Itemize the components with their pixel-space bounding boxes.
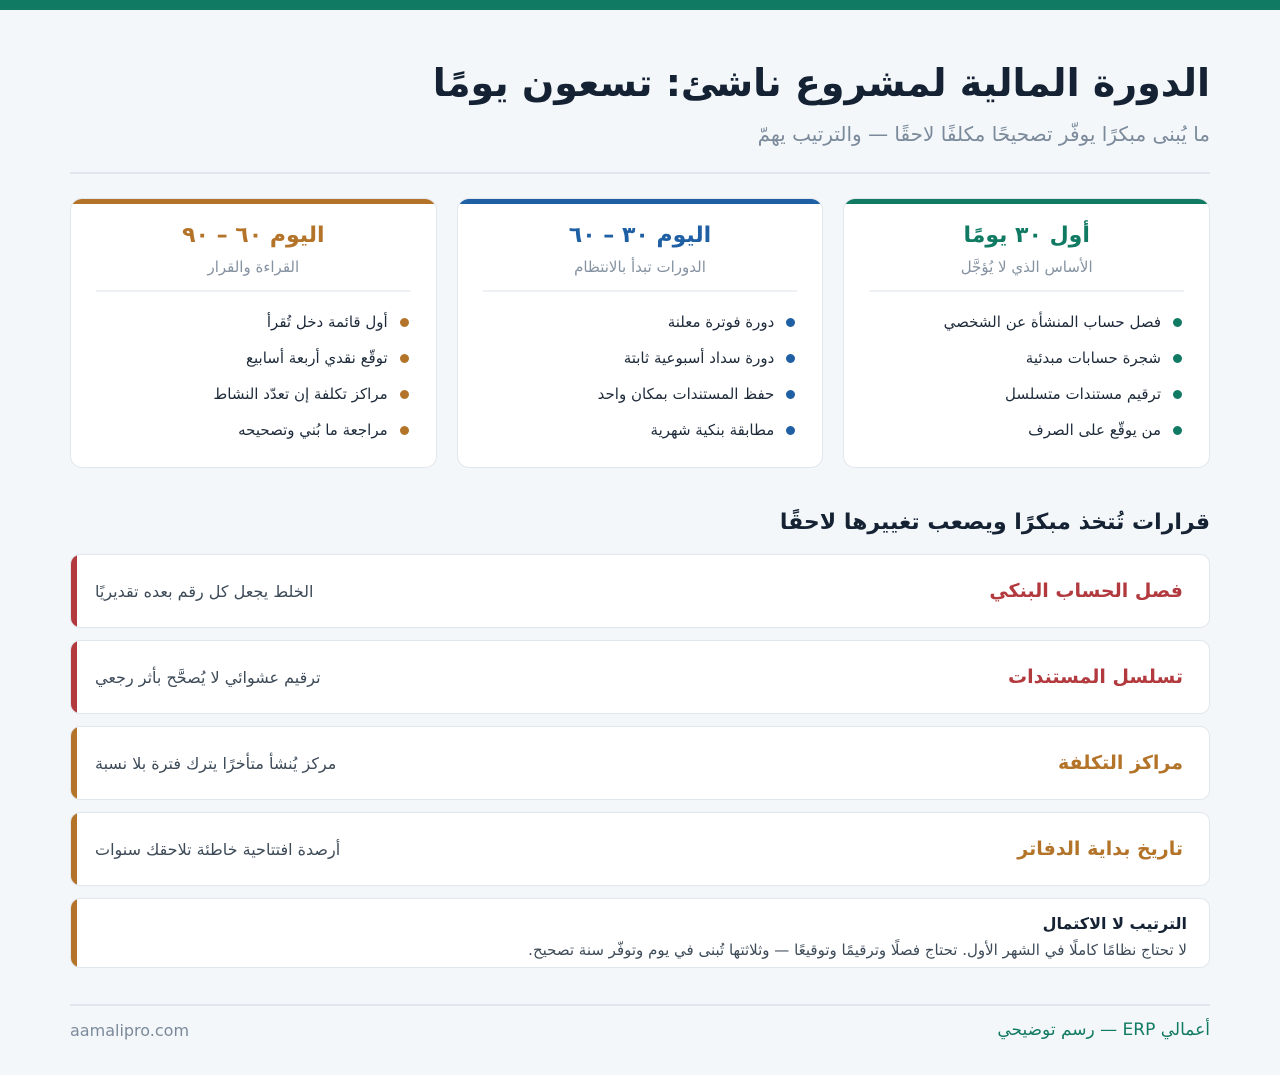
bullet-icon — [786, 318, 795, 327]
phase-card-days-30-60 — [457, 198, 824, 468]
phase-item-label: توقّع نقدي أربعة أسابيع — [246, 349, 388, 367]
phase-item — [869, 340, 1184, 376]
decision-title: تاريخ بداية الدفاتر — [1017, 838, 1183, 860]
phase-item — [96, 376, 411, 412]
decision-title: مراكز التكلفة — [1058, 752, 1183, 774]
decision-description: ترقيم عشوائي لا يُصحَّح بأثر رجعي — [95, 667, 321, 687]
bullet-icon — [1173, 354, 1182, 363]
bullet-icon — [786, 354, 795, 363]
phase-item-list — [483, 304, 798, 448]
phase-item-list — [869, 304, 1184, 448]
decision-card — [70, 812, 1210, 886]
decision-card — [70, 726, 1210, 800]
phase-item-label: دورة سداد أسبوعية ثابتة — [623, 349, 775, 367]
phase-divider — [869, 290, 1184, 292]
phase-subtitle: الأساس الذي لا يُؤجَّل — [960, 258, 1093, 276]
bullet-icon — [1173, 426, 1182, 435]
phase-item — [483, 376, 798, 412]
phase-item-label: من يوقّع على الصرف — [1028, 421, 1161, 439]
bullet-icon — [400, 426, 409, 435]
decision-description: مركز يُنشأ متأخرًا يترك فترة بلا نسبة — [95, 753, 337, 773]
bullet-icon — [400, 354, 409, 363]
decision-title: تسلسل المستندات — [1008, 666, 1183, 688]
bullet-icon — [786, 390, 795, 399]
note-text: لا تحتاج نظامًا كاملًا في الشهر الأول. تحتاج فصلًا وترقيمًا وتوقيعًا — وثلاثتها تُبنى في يوم وتوفّر سنة تصحيح. — [528, 941, 1187, 959]
note-callout — [70, 898, 1210, 968]
phase-card-days-60-90 — [70, 198, 437, 468]
decision-description: أرصدة افتتاحية خاطئة تلاحقك سنوات — [95, 839, 341, 859]
bullet-icon — [400, 318, 409, 327]
decision-card — [70, 554, 1210, 628]
phase-item-label: مطابقة بنكية شهرية — [650, 421, 775, 439]
page-subtitle: ما يُبنى مبكرًا يوفّر تصحيحًا مكلفًا لاحقًا — والترتيب يهمّ — [757, 122, 1210, 146]
decision-list — [70, 554, 1210, 886]
phase-item — [869, 376, 1184, 412]
phase-title: اليوم ٦٠ – ٩٠ — [182, 223, 325, 248]
phase-item-label: فصل حساب المنشأة عن الشخصي — [943, 313, 1161, 331]
phase-item — [869, 304, 1184, 340]
phase-subtitle: الدورات تبدأ بالانتظام — [574, 258, 706, 276]
footer-divider — [70, 1004, 1210, 1006]
phase-item-list — [96, 304, 411, 448]
infographic — [70, 0, 1210, 1040]
phase-divider — [483, 290, 798, 292]
phase-divider — [96, 290, 411, 292]
phase-item — [96, 412, 411, 448]
footer-brand: أعمالي ERP — رسم توضيحي — [997, 1020, 1210, 1040]
phase-item-label: أول قائمة دخل تُقرأ — [266, 313, 388, 331]
phase-item-label: دورة فوترة معلنة — [667, 313, 775, 331]
bullet-icon — [786, 426, 795, 435]
decision-card — [70, 640, 1210, 714]
phase-cards — [70, 198, 1210, 468]
phase-item-label: شجرة حسابات مبدئية — [1025, 349, 1161, 367]
footer-website: aamalipro.com — [70, 1020, 190, 1040]
note-title: الترتيب لا الاكتمال — [1042, 914, 1187, 933]
phase-item-label: ترقيم مستندات متسلسل — [1005, 385, 1161, 403]
phase-item — [96, 304, 411, 340]
phase-title: أول ٣٠ يومًا — [963, 223, 1090, 248]
page-title: الدورة المالية لمشروع ناشئ: تسعون يومًا — [432, 61, 1210, 105]
phase-card-first-30-days — [843, 198, 1210, 468]
phase-item — [483, 304, 798, 340]
phase-item — [483, 340, 798, 376]
header-divider — [70, 172, 1210, 174]
header — [70, 58, 1210, 147]
decision-title: فصل الحساب البنكي — [989, 580, 1183, 602]
bullet-icon — [400, 390, 409, 399]
phase-subtitle: القراءة والقرار — [207, 258, 300, 276]
footer — [70, 1020, 1210, 1040]
bullet-icon — [1173, 318, 1182, 327]
decisions-heading: قرارات تُتخذ مبكرًا ويصعب تغييرها لاحقًا — [779, 510, 1210, 535]
phase-item — [96, 340, 411, 376]
decision-description: الخلط يجعل كل رقم بعده تقديريًا — [95, 581, 314, 601]
phase-item — [869, 412, 1184, 448]
phase-item-label: مراجعة ما بُني وتصحيحه — [238, 421, 388, 439]
phase-title: اليوم ٣٠ – ٦٠ — [568, 223, 712, 248]
phase-item — [483, 412, 798, 448]
bullet-icon — [1173, 390, 1182, 399]
phase-item-label: حفظ المستندات بمكان واحد — [597, 385, 775, 403]
phase-item-label: مراكز تكلفة إن تعدّد النشاط — [213, 385, 388, 403]
